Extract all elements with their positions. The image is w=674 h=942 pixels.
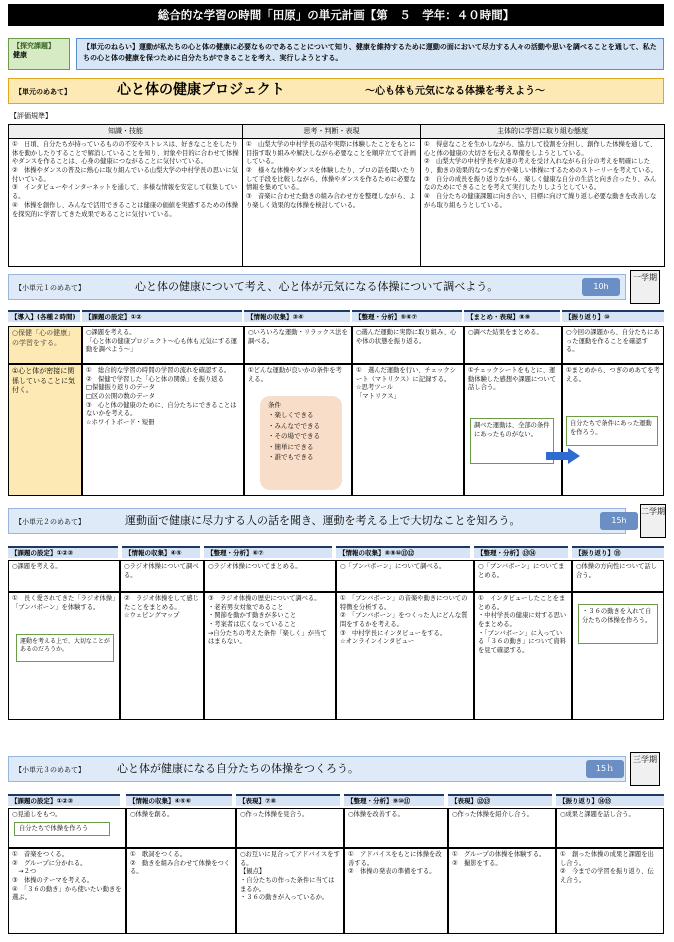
unit1-top-1: ○保健「心の健康」の学習をする。 [8, 326, 82, 364]
unit2-top-5: ○「ブンバボーン」についてまとめる。 [474, 560, 572, 592]
unit3-step-1: 【課題の設定】①②③ [8, 794, 120, 806]
unit1-top-5: ○調べた結果をまとめる。 [464, 326, 562, 364]
unit2-step-4: 【情報の収集】⑧⑨⑩⑪⑫ [336, 546, 470, 558]
unit3-top-1: ○見通しをもつ。 [8, 808, 126, 848]
unit3-top-5: ○作った体操を紹介し合う。 [448, 808, 556, 848]
unit1-step-4: 【整理・分析】⑤⑥⑦ [352, 310, 462, 322]
unit1-label: 【小単元１のめあて】 [15, 284, 85, 292]
eval-header-knowledge: 知識・技能 [9, 125, 243, 139]
eval-header-thinking: 思考・判断・表現 [243, 125, 421, 139]
unit-aim-label: 【単元のねらい】 [83, 43, 139, 51]
unit1-bottom-4: ① 選んだ運動を行い、チェックシート（マトリクス）に記録する。 ☆思考ツール 「マトリクス」 [352, 364, 464, 496]
unit2-bottom-5: ① インタビューしたことをまとめる。 ・中村学長の健康に対する思いをまとめる。 ・「ブンバボーン」に入っている「３６の動き」について資料を見て確認する。 [474, 592, 572, 720]
unit3-top-2: ○体操を創る。 [126, 808, 236, 848]
unit2-step-3: 【整理・分析】⑥⑦ [204, 546, 332, 558]
unit3-goal-bar [8, 756, 626, 782]
unit1-step-3: 【情報の収集】③④ [244, 310, 350, 322]
evaluation-table [8, 124, 665, 267]
inquiry-theme-value: 健康 [13, 51, 27, 60]
unit1-hours-badge: 10h [582, 278, 620, 296]
unit3-step-2: 【情報の収集】④⑤⑥ [126, 794, 232, 806]
unit-goal-bar [8, 78, 664, 104]
unit2-label: 【小単元２のめあて】 [15, 518, 85, 526]
unit-goal-sub: ～心も体も元気になる体操を考えよう～ [365, 86, 545, 97]
unit-aim-box [76, 38, 664, 70]
eval-cell-knowledge: ① 日頃、自分たちが持っているものの不安やストレスは、好きなことをしたり体を動かしたりすることで解消していることを知り、対象や目的に合わせて体操やダンスを作ることは、心身の健康につながることに気付いている。 ② 体操やダンスの普及に熱心に取り組んでいる山梨大学の中村学長の思いに気付いている。 ③ インタビューやインターネットを通して、多様な情報を安定して収集している。 ④ 体操を創作し、みんなで活用できることは健康の価値を実感するための体操を探究的に学習してきた成果であることに気付いている。 [9, 139, 243, 267]
unit3-bottom-3: ○お互いに見合ってアドバイスをする。 【観点】 ・自分たちの作った条件に当てはまるか。 ・３６の動きが入っているか。 [236, 848, 344, 934]
unit1-top-4: ○選んだ運動に実際に取り組み、心や体の状態を振り返る。 [352, 326, 464, 364]
unit1-bottom-2: ① 総合的な学習の時間の学習の流れを確認する。 ② 保健で学習した「心と体の関係」を振り返る □保健振り返りのデータ □区の公開の数のデータ ③ 心と体の健康のために、自分たちにできることはないかを考える。 ☆ホワイトボード・短冊 [82, 364, 244, 496]
eval-cell-thinking: ① 山梨大学の中村学長の話や実際に体験したことをもとに目指す取り組みや解決しながら必要なことを順序立てて計画している。 ② 様々な体操やダンスを体験したり、プロの話を聞いたりして手段を比較しながら、体操やダンスを作るために必要な情報を集めている。 ③ 音楽に合わせた動きの組み合わせ方を整理しながら、より楽しく効果的な体操を検討している。 [243, 139, 421, 267]
unit1-top-6: ○今回の課題から、自分たちにあった運動を作ることを確認する。 [562, 326, 664, 364]
unit3-step-4: 【整理・分析】⑨⑩⑪ [344, 794, 444, 806]
unit1-note-next: 自分たちで条件にあった運動を作ろう。 [566, 416, 658, 446]
unit2-step-2: 【情報の収集】④⑤ [122, 546, 200, 558]
unit2-step-1: 【課題の設定】①②③ [8, 546, 118, 558]
unit1-bottom-5: ①チェックシートをもとに、運動体験した感想や課題について話し合う。 [464, 364, 562, 496]
unit1-text: 心と体の健康について考え、心と体が元気になる体操について調べよう。 [135, 280, 499, 293]
condition-item: ・誰でもできる [268, 452, 314, 461]
unit2-bottom-1: ① 長く愛されてきた「ラジオ体操」「ブンバボーン」を体験する。 [8, 592, 120, 720]
unit2-bottom-4: ① 「ブンバボーン」の音楽や動きについての特徴を分析する。 ② 「ブンバボーン」をつくった人にどんな質問をするかを考える。 ③ 中村学長にインタビューをする。 ☆オンラインインタビュー [336, 592, 474, 720]
condition-item: ・楽しくできる [268, 411, 314, 420]
unit3-text: 心と体が健康になる自分たちの体操をつくろう。 [117, 762, 359, 775]
unit2-top-6: ○体操の方向性について話し合う。 [572, 560, 664, 592]
unit1-bottom-3: ①どんな運動が良いかの条件を考える。 [244, 364, 352, 496]
unit3-top-4: ○体操を改善する。 [344, 808, 448, 848]
unit1-bottom-6: ①まとめから、つぎのめあてを考える。 [562, 364, 664, 496]
unit1-top-3: ○いろいろな運動・リラックス法を調べる。 [244, 326, 352, 364]
unit2-step-6: 【振り返り】⑮ [572, 546, 664, 558]
unit-goal-label: 【単元のめあて】 [15, 88, 71, 96]
unit1-term: 一学期 [630, 270, 660, 304]
unit2-top-1: ○課題を考える。 [8, 560, 120, 592]
unit3-note-goal: 自分たちで体操を作ろう [14, 822, 110, 836]
condition-item: ・その場でできる [268, 432, 320, 441]
unit3-top-3: ○作った体操を見合う。 [236, 808, 344, 848]
arrow-right-icon [546, 448, 582, 464]
evaluation-label: 【評価規準】 [10, 112, 52, 120]
unit3-label: 【小単元３のめあて】 [15, 766, 85, 774]
unit2-bottom-3: ③ ラジオ体操の歴史について調べる。 ・老若男女対象であること ・関節を動かす動きが多いこと ・考案者は広くなっていること →自分たちの考えた条件「楽しく」が当てはまらない。 [204, 592, 336, 720]
unit3-bottom-2: ① 歌詞をつくる。 ② 動きを組み合わせて体操をつくる。 [126, 848, 236, 934]
unit-goal-main: 心と体の健康プロジェクト [117, 82, 285, 98]
unit2-term: 二学期 [640, 504, 666, 538]
unit-aim-text: 運動が私たちの心と体の健康に必要なものであることについて知り、健康を維持するために運動の面において尽力する人々の活動や思いを調べることを通して、私たちの心と体の健康を保つために自分たちができることを考え、実行しようとする。 [83, 43, 657, 62]
unit2-top-2: ○ラジオ体操について調べる。 [120, 560, 204, 592]
unit1-top-2: ○課題を考える。 「心と体の健康プロジェクト～心も体も元気にする運動を調べよう～」 [82, 326, 244, 364]
unit3-bottom-4: ① アドバイスをもとに体操を改善する。 ② 体操の発表の準備をする。 [344, 848, 448, 934]
unit1-step-5: 【まとめ・表現】⑧⑨ [464, 310, 560, 322]
eval-cell-attitude: ① 得意なことを生かしながら、協力して役割を分担し、創作した体操を通して、心と体の健康の大切さを伝える準備をしようとしている。 ② 山梨大学の中村学長や友達の考えを受け入れながら自分の考えを明確にしたり、動きの効果的なつなぎ方や楽しい体操にするためのストーリーを考えている。 ③ 自分の成長を振り返りながら、楽しく健康な自分の生活と向き合ったり、みんなのためにできることを考えて実行したりしようとしている。 ④ 自分たちの健康課題に向き合い、目標に向けて繰り返し必要な動きを改善しながら取り組もうとしている。 [421, 139, 665, 267]
unit1-bottom-1: ①心と体が密接に関係していることに気付く。 [8, 364, 82, 496]
unit3-top-6: ○成果と課題を話し合う。 [556, 808, 664, 848]
unit2-bottom-2: ② ラジオ体操をして感じたことをまとめる。 ☆ウェビングマップ [120, 592, 204, 720]
unit2-top-4: ○「ブンバボーン」について調べる。 [336, 560, 474, 592]
unit1-step-6: 【振り返り】⑩ [562, 310, 664, 322]
unit3-bottom-6: ① 創った体操の成果と課題を出し合う。 ② 今までの学習を振り返り、伝え合う。 [556, 848, 664, 934]
page-title: 総合的な学習の時間「田原」の単元計画【第 ５ 学年：４０時間】 [8, 4, 664, 26]
unit1-step-2: 【課題の設定】①② [82, 310, 242, 322]
unit2-text: 運動面で健康に尽力する人の話を聞き、運動を考える上で大切なことを知ろう。 [125, 514, 521, 527]
unit3-hours-badge: 15ｈ [586, 760, 624, 778]
unit3-step-6: 【振り返り】⑭⑮ [556, 794, 664, 806]
unit1-step-1: 【導入】(各種２時間) [8, 310, 80, 322]
unit1-conditions-box [260, 396, 342, 490]
unit2-note-question: 運動を考える上で、大切なことがあるのだろうか。 [16, 634, 114, 662]
unit3-bottom-1: ① 音楽をつくる。 ② グループに分かれる。 →２つ ③ 体操のテーマを考える。 ④ 「３６の動き」から使いたい動きを選ぶ。 [8, 848, 126, 934]
unit3-bottom-5: ① グループの体操を体験する。 ② 撮影をする。 [448, 848, 556, 934]
inquiry-theme-label: 【探究課題】 [13, 42, 55, 50]
unit1-note-finding: 調べた運動は、全部の条件にあったものがない。 [470, 418, 554, 464]
conditions-title: 条件 [268, 401, 281, 409]
unit1-goal-bar [8, 274, 626, 300]
unit2-top-3: ○ラジオ体操についてまとめる。 [204, 560, 336, 592]
unit2-step-5: 【整理・分析】⑬⑭ [474, 546, 568, 558]
condition-item: ・簡単にできる [268, 442, 314, 451]
condition-item: ・みんなでできる [268, 421, 320, 430]
eval-header-attitude: 主体的に学習に取り組む態度 [421, 125, 665, 139]
unit2-note-next: ・３６の動きを入れて自分たちの体操を作ろう。 [578, 604, 658, 644]
unit2-hours-badge: 15h [600, 512, 638, 530]
unit3-step-3: 【表現】⑦⑧ [236, 794, 340, 806]
unit3-term: 三学期 [630, 752, 660, 786]
unit2-goal-bar [8, 508, 626, 534]
inquiry-theme-box [8, 38, 70, 70]
unit3-step-5: 【表現】⑫⑬ [448, 794, 552, 806]
